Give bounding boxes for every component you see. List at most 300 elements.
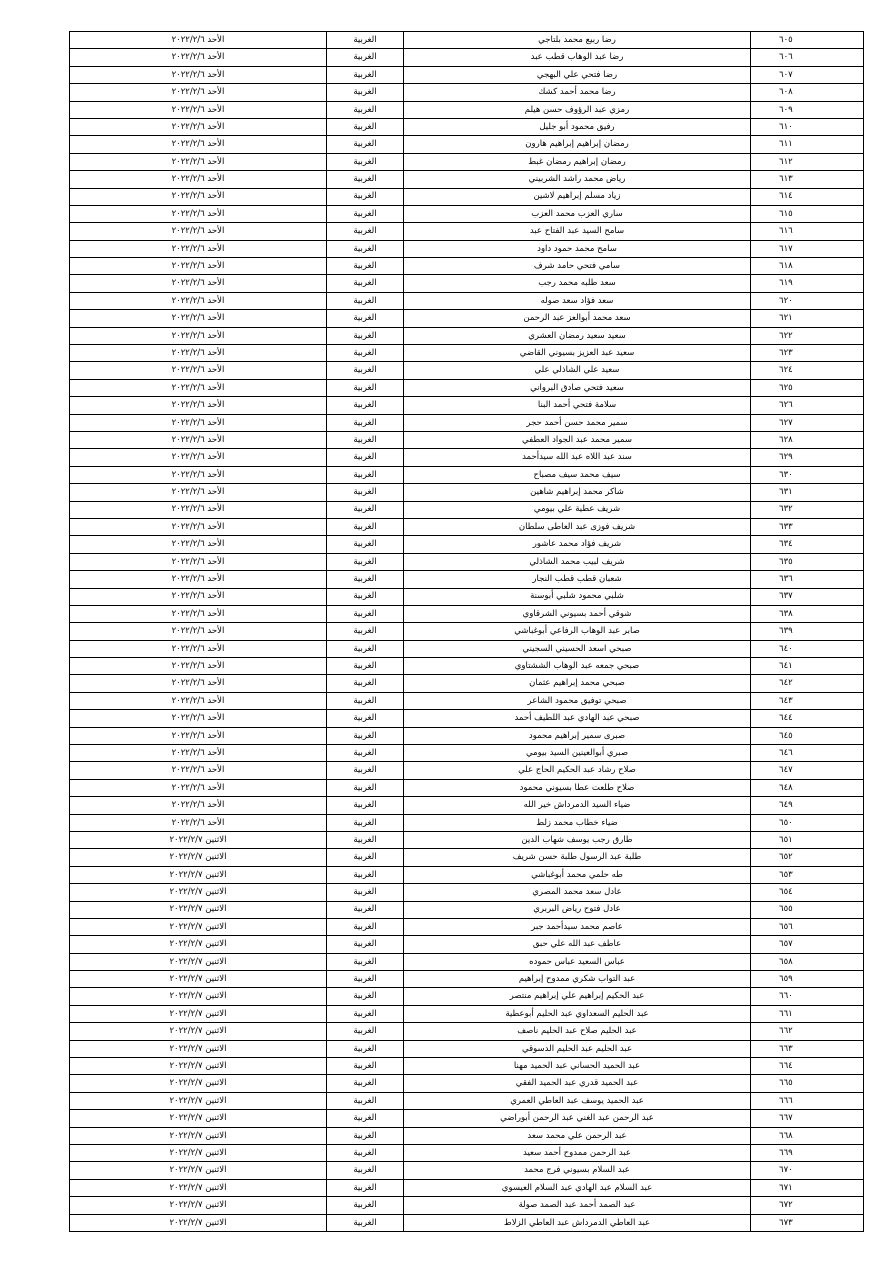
date-cell: الاثنين ٢٠٢٢/٢/٧ bbox=[70, 1075, 327, 1092]
governorate-cell: الغربية bbox=[327, 1023, 404, 1040]
serial-number-cell: ٦٤٤ bbox=[751, 710, 864, 727]
governorate-cell: الغربية bbox=[327, 292, 404, 309]
governorate-cell: الغربية bbox=[327, 379, 404, 396]
table-row bbox=[70, 762, 864, 779]
name-cell: شريف فوزى عبد العاطى سلطان bbox=[404, 518, 751, 535]
governorate-cell: الغربية bbox=[327, 918, 404, 935]
table-row bbox=[70, 536, 864, 553]
table-row bbox=[70, 1110, 864, 1127]
serial-number-cell: ٦٤٠ bbox=[751, 640, 864, 657]
governorate-cell: الغربية bbox=[327, 1110, 404, 1127]
date-cell: الاثنين ٢٠٢٢/٢/٧ bbox=[70, 1005, 327, 1022]
governorate-cell: الغربية bbox=[327, 101, 404, 118]
table-row bbox=[70, 588, 864, 605]
name-cell: سعد طلبه محمد رجب bbox=[404, 275, 751, 292]
governorate-cell: الغربية bbox=[327, 32, 404, 49]
governorate-cell: الغربية bbox=[327, 66, 404, 83]
table-row bbox=[70, 518, 864, 535]
name-cell: عباس السعيد عباس حموده bbox=[404, 953, 751, 970]
governorate-cell: الغربية bbox=[327, 553, 404, 570]
date-cell: الأحد ٢٠٢٢/٢/٦ bbox=[70, 292, 327, 309]
serial-number-cell: ٦١٤ bbox=[751, 188, 864, 205]
table-row bbox=[70, 240, 864, 257]
date-cell: الأحد ٢٠٢٢/٢/٦ bbox=[70, 310, 327, 327]
serial-number-cell: ٦٤١ bbox=[751, 658, 864, 675]
name-cell: سعيد عبد العزيز بسيوني القاضي bbox=[404, 345, 751, 362]
serial-number-cell: ٦٧٢ bbox=[751, 1197, 864, 1214]
name-cell: عبد العاطي الدمرداش عبد العاطي الزلاط bbox=[404, 1214, 751, 1231]
date-cell: الأحد ٢٠٢٢/٢/٦ bbox=[70, 779, 327, 796]
date-cell: الأحد ٢٠٢٢/٢/٦ bbox=[70, 814, 327, 831]
name-cell: رفيق محمود أبو جليل bbox=[404, 118, 751, 135]
table-row bbox=[70, 1092, 864, 1109]
table-row bbox=[70, 866, 864, 883]
name-cell: صبحي اسعد الحسيني السجيني bbox=[404, 640, 751, 657]
table-row bbox=[70, 362, 864, 379]
table-row bbox=[70, 414, 864, 431]
serial-number-cell: ٦٧١ bbox=[751, 1179, 864, 1196]
name-cell: سند عبد اللاه عبد الله سيدأحمد bbox=[404, 449, 751, 466]
name-cell: صبحي محمد إبراهيم عثمان bbox=[404, 675, 751, 692]
date-cell: الاثنين ٢٠٢٢/٢/٧ bbox=[70, 1145, 327, 1162]
governorate-cell: الغربية bbox=[327, 414, 404, 431]
serial-number-cell: ٦٢٧ bbox=[751, 414, 864, 431]
date-cell: الأحد ٢٠٢٢/٢/٦ bbox=[70, 501, 327, 518]
date-cell: الاثنين ٢٠٢٢/٢/٧ bbox=[70, 918, 327, 935]
serial-number-cell: ٦٢٣ bbox=[751, 345, 864, 362]
date-cell: الأحد ٢٠٢٢/٢/٦ bbox=[70, 362, 327, 379]
date-cell: الأحد ٢٠٢٢/٢/٦ bbox=[70, 153, 327, 170]
name-cell: سامح السيد عبد الفتاح عبد bbox=[404, 223, 751, 240]
date-cell: الأحد ٢٠٢٢/٢/٦ bbox=[70, 171, 327, 188]
name-cell: ضياء السيد الدمرداش خير الله bbox=[404, 797, 751, 814]
name-cell: عبد الحليم السعداوي عبد الحليم أبوعطية bbox=[404, 1005, 751, 1022]
serial-number-cell: ٦١٧ bbox=[751, 240, 864, 257]
serial-number-cell: ٦٦١ bbox=[751, 1005, 864, 1022]
name-cell: عبد الحميد قدري عبد الحميد الفقي bbox=[404, 1075, 751, 1092]
governorate-cell: الغربية bbox=[327, 1075, 404, 1092]
date-cell: الأحد ٢٠٢٢/٢/٦ bbox=[70, 571, 327, 588]
table-row bbox=[70, 918, 864, 935]
governorate-cell: الغربية bbox=[327, 362, 404, 379]
governorate-cell: الغربية bbox=[327, 258, 404, 275]
governorate-cell: الغربية bbox=[327, 571, 404, 588]
date-cell: الأحد ٢٠٢٢/٢/٦ bbox=[70, 101, 327, 118]
governorate-cell: الغربية bbox=[327, 466, 404, 483]
name-cell: ضياء خطاب محمد زلط bbox=[404, 814, 751, 831]
table-row bbox=[70, 849, 864, 866]
table-row bbox=[70, 101, 864, 118]
serial-number-cell: ٦٦٢ bbox=[751, 1023, 864, 1040]
name-cell: رضا ربيع محمد بلتاجي bbox=[404, 32, 751, 49]
governorate-cell: الغربية bbox=[327, 1040, 404, 1057]
governorate-cell: الغربية bbox=[327, 588, 404, 605]
governorate-cell: الغربية bbox=[327, 605, 404, 622]
date-cell: الأحد ٢٠٢٢/٢/٦ bbox=[70, 449, 327, 466]
governorate-cell: الغربية bbox=[327, 1005, 404, 1022]
date-cell: الاثنين ٢٠٢٢/٢/٧ bbox=[70, 1110, 327, 1127]
name-cell: عبد الحميد يوسف عبد العاطي العمري bbox=[404, 1092, 751, 1109]
serial-number-cell: ٦٣٢ bbox=[751, 501, 864, 518]
name-cell: صبحي جمعه عبد الوهاب الششتاوي bbox=[404, 658, 751, 675]
name-cell: عبد الصمد أحمد عبد الصمد صولة bbox=[404, 1197, 751, 1214]
serial-number-cell: ٦٢٥ bbox=[751, 379, 864, 396]
governorate-cell: الغربية bbox=[327, 866, 404, 883]
table-row bbox=[70, 32, 864, 49]
name-cell: سعد محمد أبوالعز عبد الرحمن bbox=[404, 310, 751, 327]
table-row bbox=[70, 484, 864, 501]
table-row bbox=[70, 466, 864, 483]
governorate-cell: الغربية bbox=[327, 240, 404, 257]
name-cell: سامح محمد حمود داود bbox=[404, 240, 751, 257]
serial-number-cell: ٦٢٨ bbox=[751, 431, 864, 448]
name-cell: صبري أبوالعينين السيد بيومي bbox=[404, 745, 751, 762]
serial-number-cell: ٦٣٦ bbox=[751, 571, 864, 588]
date-cell: الأحد ٢٠٢٢/٢/٦ bbox=[70, 640, 327, 657]
table-row bbox=[70, 188, 864, 205]
name-cell: رمضان إبراهيم إبراهيم هارون bbox=[404, 136, 751, 153]
date-cell: الاثنين ٢٠٢٢/٢/٧ bbox=[70, 1092, 327, 1109]
table-row bbox=[70, 449, 864, 466]
governorate-cell: الغربية bbox=[327, 1197, 404, 1214]
table-row bbox=[70, 136, 864, 153]
table-row bbox=[70, 745, 864, 762]
date-cell: الاثنين ٢٠٢٢/٢/٧ bbox=[70, 831, 327, 848]
date-cell: الاثنين ٢٠٢٢/٢/٧ bbox=[70, 1214, 327, 1231]
date-cell: الأحد ٢٠٢٢/٢/٦ bbox=[70, 275, 327, 292]
name-cell: سلامة فتحي أحمد البنا bbox=[404, 397, 751, 414]
serial-number-cell: ٦٠٧ bbox=[751, 66, 864, 83]
governorate-cell: الغربية bbox=[327, 327, 404, 344]
governorate-cell: الغربية bbox=[327, 953, 404, 970]
date-cell: الأحد ٢٠٢٢/٢/٦ bbox=[70, 240, 327, 257]
serial-number-cell: ٦١٣ bbox=[751, 171, 864, 188]
serial-number-cell: ٦٤٨ bbox=[751, 779, 864, 796]
date-cell: الاثنين ٢٠٢٢/٢/٧ bbox=[70, 1162, 327, 1179]
serial-number-cell: ٦٢٦ bbox=[751, 397, 864, 414]
governorate-cell: الغربية bbox=[327, 988, 404, 1005]
serial-number-cell: ٦٢٤ bbox=[751, 362, 864, 379]
name-cell: طلبة عبد الرسول طلبة حسن شريف bbox=[404, 849, 751, 866]
name-cell: زياد مسلم إبراهيم لاشين bbox=[404, 188, 751, 205]
governorate-cell: الغربية bbox=[327, 936, 404, 953]
governorate-cell: الغربية bbox=[327, 710, 404, 727]
serial-number-cell: ٦٥٥ bbox=[751, 901, 864, 918]
date-cell: الاثنين ٢٠٢٢/٢/٧ bbox=[70, 988, 327, 1005]
governorate-cell: الغربية bbox=[327, 675, 404, 692]
name-cell: عبد الرحمن علي محمد سعد bbox=[404, 1127, 751, 1144]
name-cell: رمضان إبراهيم رمضان غبط bbox=[404, 153, 751, 170]
name-cell: شريف عطية علي بيومي bbox=[404, 501, 751, 518]
serial-number-cell: ٦٦٨ bbox=[751, 1127, 864, 1144]
table-row bbox=[70, 66, 864, 83]
serial-number-cell: ٦٤٦ bbox=[751, 745, 864, 762]
serial-number-cell: ٦٤٩ bbox=[751, 797, 864, 814]
serial-number-cell: ٦٧٠ bbox=[751, 1162, 864, 1179]
governorate-cell: الغربية bbox=[327, 901, 404, 918]
date-cell: الأحد ٢٠٢٢/٢/٦ bbox=[70, 692, 327, 709]
serial-number-cell: ٦٣١ bbox=[751, 484, 864, 501]
serial-number-cell: ٦١٢ bbox=[751, 153, 864, 170]
name-cell: عادل فتوح رياض البربري bbox=[404, 901, 751, 918]
governorate-cell: الغربية bbox=[327, 779, 404, 796]
date-cell: الأحد ٢٠٢٢/٢/٦ bbox=[70, 466, 327, 483]
table-row bbox=[70, 1145, 864, 1162]
table-row bbox=[70, 988, 864, 1005]
serial-number-cell: ٦٦٣ bbox=[751, 1040, 864, 1057]
date-cell: الأحد ٢٠٢٢/٢/٦ bbox=[70, 658, 327, 675]
governorate-cell: الغربية bbox=[327, 814, 404, 831]
serial-number-cell: ٦٣٥ bbox=[751, 553, 864, 570]
table-row bbox=[70, 779, 864, 796]
table-row bbox=[70, 118, 864, 135]
governorate-cell: الغربية bbox=[327, 640, 404, 657]
name-cell: شريف لبيب محمد الشاذلي bbox=[404, 553, 751, 570]
governorate-cell: الغربية bbox=[327, 518, 404, 535]
name-cell: رمزي عبد الرؤوف حسن هيلم bbox=[404, 101, 751, 118]
name-cell: سعيد فتحي صادق البرواني bbox=[404, 379, 751, 396]
governorate-cell: الغربية bbox=[327, 727, 404, 744]
governorate-cell: الغربية bbox=[327, 762, 404, 779]
serial-number-cell: ٦١٨ bbox=[751, 258, 864, 275]
name-cell: سعيد علي الشاذلي علي bbox=[404, 362, 751, 379]
date-cell: الأحد ٢٠٢٢/٢/٦ bbox=[70, 118, 327, 135]
date-cell: الأحد ٢٠٢٢/٢/٦ bbox=[70, 484, 327, 501]
governorate-cell: الغربية bbox=[327, 397, 404, 414]
serial-number-cell: ٦٤٣ bbox=[751, 692, 864, 709]
governorate-cell: الغربية bbox=[327, 205, 404, 222]
serial-number-cell: ٦٥١ bbox=[751, 831, 864, 848]
name-cell: سيف محمد سيف مصباح bbox=[404, 466, 751, 483]
date-cell: الأحد ٢٠٢٢/٢/٦ bbox=[70, 327, 327, 344]
governorate-cell: الغربية bbox=[327, 49, 404, 66]
table-row bbox=[70, 640, 864, 657]
date-cell: الاثنين ٢٠٢٢/٢/٧ bbox=[70, 1040, 327, 1057]
governorate-cell: الغربية bbox=[327, 1127, 404, 1144]
governorate-cell: الغربية bbox=[327, 84, 404, 101]
table-row bbox=[70, 379, 864, 396]
serial-number-cell: ٦١٦ bbox=[751, 223, 864, 240]
date-cell: الاثنين ٢٠٢٢/٢/٧ bbox=[70, 1058, 327, 1075]
serial-number-cell: ٦٦٦ bbox=[751, 1092, 864, 1109]
roster-table bbox=[69, 31, 864, 1232]
date-cell: الأحد ٢٠٢٢/٢/٦ bbox=[70, 66, 327, 83]
table-row bbox=[70, 1179, 864, 1196]
table-row bbox=[70, 1127, 864, 1144]
serial-number-cell: ٦٠٦ bbox=[751, 49, 864, 66]
name-cell: سمير محمد حسن أحمد حجر bbox=[404, 414, 751, 431]
table-row bbox=[70, 797, 864, 814]
serial-number-cell: ٦٥٠ bbox=[751, 814, 864, 831]
table-row bbox=[70, 971, 864, 988]
table-row bbox=[70, 814, 864, 831]
name-cell: صبحي توفيق محمود الشاعر bbox=[404, 692, 751, 709]
date-cell: الأحد ٢٠٢٢/٢/٦ bbox=[70, 762, 327, 779]
table-row bbox=[70, 831, 864, 848]
serial-number-cell: ٦٥٤ bbox=[751, 884, 864, 901]
name-cell: صلاح رشاد عبد الحكيم الحاج علي bbox=[404, 762, 751, 779]
serial-number-cell: ٦٥٢ bbox=[751, 849, 864, 866]
name-cell: سعيد سعيد رمضان العشري bbox=[404, 327, 751, 344]
table-row bbox=[70, 275, 864, 292]
date-cell: الأحد ٢٠٢٢/٢/٦ bbox=[70, 797, 327, 814]
serial-number-cell: ٦٣٣ bbox=[751, 518, 864, 535]
governorate-cell: الغربية bbox=[327, 431, 404, 448]
name-cell: عبد السلام عبد الهادي عبد السلام العيسوي bbox=[404, 1179, 751, 1196]
serial-number-cell: ٦٦٩ bbox=[751, 1145, 864, 1162]
table-row bbox=[70, 884, 864, 901]
governorate-cell: الغربية bbox=[327, 884, 404, 901]
governorate-cell: الغربية bbox=[327, 1162, 404, 1179]
table-row bbox=[70, 292, 864, 309]
date-cell: الأحد ٢٠٢٢/٢/٦ bbox=[70, 518, 327, 535]
serial-number-cell: ٦٣٤ bbox=[751, 536, 864, 553]
table-row bbox=[70, 901, 864, 918]
serial-number-cell: ٦٥٧ bbox=[751, 936, 864, 953]
governorate-cell: الغربية bbox=[327, 188, 404, 205]
date-cell: الاثنين ٢٠٢٢/٢/٧ bbox=[70, 1179, 327, 1196]
governorate-cell: الغربية bbox=[327, 831, 404, 848]
governorate-cell: الغربية bbox=[327, 310, 404, 327]
date-cell: الاثنين ٢٠٢٢/٢/٧ bbox=[70, 866, 327, 883]
serial-number-cell: ٦٤٥ bbox=[751, 727, 864, 744]
name-cell: سامي فتحي حامد شرف bbox=[404, 258, 751, 275]
governorate-cell: الغربية bbox=[327, 658, 404, 675]
date-cell: الأحد ٢٠٢٢/٢/٦ bbox=[70, 223, 327, 240]
table-row bbox=[70, 571, 864, 588]
governorate-cell: الغربية bbox=[327, 223, 404, 240]
date-cell: الأحد ٢٠٢٢/٢/٦ bbox=[70, 379, 327, 396]
name-cell: عادل سعد محمد المصري bbox=[404, 884, 751, 901]
table-row bbox=[70, 553, 864, 570]
governorate-cell: الغربية bbox=[327, 536, 404, 553]
name-cell: عبد التواب شكري ممدوح إبراهيم bbox=[404, 971, 751, 988]
name-cell: عبد الحميد الحساني عبد الحميد مهنا bbox=[404, 1058, 751, 1075]
date-cell: الاثنين ٢٠٢٢/٢/٧ bbox=[70, 901, 327, 918]
name-cell: سمير محمد عبد الجواد العطفي bbox=[404, 431, 751, 448]
governorate-cell: الغربية bbox=[327, 136, 404, 153]
name-cell: عاصم محمد سيدأحمد جبر bbox=[404, 918, 751, 935]
serial-number-cell: ٦٢٠ bbox=[751, 292, 864, 309]
serial-number-cell: ٦١٥ bbox=[751, 205, 864, 222]
governorate-cell: الغربية bbox=[327, 501, 404, 518]
serial-number-cell: ٦١١ bbox=[751, 136, 864, 153]
serial-number-cell: ٦٣٩ bbox=[751, 623, 864, 640]
governorate-cell: الغربية bbox=[327, 1058, 404, 1075]
governorate-cell: الغربية bbox=[327, 153, 404, 170]
table-row bbox=[70, 1214, 864, 1231]
table-row bbox=[70, 1005, 864, 1022]
date-cell: الأحد ٢٠٢٢/٢/٦ bbox=[70, 84, 327, 101]
name-cell: عبد الحكيم إبراهيم علي إبراهيم منتصر bbox=[404, 988, 751, 1005]
name-cell: شلبي محمود شلبي أبوسنة bbox=[404, 588, 751, 605]
name-cell: صبرى سمير إبراهيم محمود bbox=[404, 727, 751, 744]
table-row bbox=[70, 692, 864, 709]
serial-number-cell: ٦١٩ bbox=[751, 275, 864, 292]
governorate-cell: الغربية bbox=[327, 484, 404, 501]
table-row bbox=[70, 49, 864, 66]
table-row bbox=[70, 727, 864, 744]
governorate-cell: الغربية bbox=[327, 849, 404, 866]
serial-number-cell: ٦١٠ bbox=[751, 118, 864, 135]
serial-number-cell: ٦٦٥ bbox=[751, 1075, 864, 1092]
date-cell: الاثنين ٢٠٢٢/٢/٧ bbox=[70, 971, 327, 988]
table-row bbox=[70, 1023, 864, 1040]
name-cell: رضا محمد أحمد كشك bbox=[404, 84, 751, 101]
name-cell: رضا فتحي علي البهجي bbox=[404, 66, 751, 83]
roster-body bbox=[70, 32, 864, 1232]
date-cell: الاثنين ٢٠٢٢/٢/٧ bbox=[70, 953, 327, 970]
governorate-cell: الغربية bbox=[327, 345, 404, 362]
date-cell: الأحد ٢٠٢٢/٢/٦ bbox=[70, 745, 327, 762]
date-cell: الأحد ٢٠٢٢/٢/٦ bbox=[70, 397, 327, 414]
serial-number-cell: ٦٥٩ bbox=[751, 971, 864, 988]
date-cell: الأحد ٢٠٢٢/٢/٦ bbox=[70, 32, 327, 49]
date-cell: الاثنين ٢٠٢٢/٢/٧ bbox=[70, 884, 327, 901]
name-cell: طه حلمي محمد أبوغباشي bbox=[404, 866, 751, 883]
serial-number-cell: ٦٥٦ bbox=[751, 918, 864, 935]
table-row bbox=[70, 310, 864, 327]
governorate-cell: الغربية bbox=[327, 449, 404, 466]
name-cell: رياض محمد راشد الشربيني bbox=[404, 171, 751, 188]
date-cell: الأحد ٢٠٢٢/٢/٦ bbox=[70, 188, 327, 205]
table-row bbox=[70, 936, 864, 953]
date-cell: الأحد ٢٠٢٢/٢/٦ bbox=[70, 49, 327, 66]
governorate-cell: الغربية bbox=[327, 971, 404, 988]
name-cell: شعبان قطب قطب النجار bbox=[404, 571, 751, 588]
serial-number-cell: ٦٣٧ bbox=[751, 588, 864, 605]
date-cell: الاثنين ٢٠٢٢/٢/٧ bbox=[70, 849, 327, 866]
name-cell: عبد الحليم عبد الحليم الدسوقي bbox=[404, 1040, 751, 1057]
name-cell: عبد الرحمن ممدوح أحمد سعيد bbox=[404, 1145, 751, 1162]
date-cell: الأحد ٢٠٢٢/٢/٦ bbox=[70, 588, 327, 605]
serial-number-cell: ٦٣٠ bbox=[751, 466, 864, 483]
table-row bbox=[70, 205, 864, 222]
governorate-cell: الغربية bbox=[327, 118, 404, 135]
governorate-cell: الغربية bbox=[327, 171, 404, 188]
serial-number-cell: ٦٥٨ bbox=[751, 953, 864, 970]
date-cell: الأحد ٢٠٢٢/٢/٦ bbox=[70, 675, 327, 692]
name-cell: شاكر محمد إبراهيم شاهين bbox=[404, 484, 751, 501]
serial-number-cell: ٦٤٢ bbox=[751, 675, 864, 692]
serial-number-cell: ٦٦٠ bbox=[751, 988, 864, 1005]
serial-number-cell: ٦٤٧ bbox=[751, 762, 864, 779]
table-row bbox=[70, 501, 864, 518]
name-cell: شوقي أحمد بسيوني الشرقاوي bbox=[404, 605, 751, 622]
serial-number-cell: ٦٢٩ bbox=[751, 449, 864, 466]
table-row bbox=[70, 258, 864, 275]
governorate-cell: الغربية bbox=[327, 797, 404, 814]
date-cell: الاثنين ٢٠٢٢/٢/٧ bbox=[70, 1023, 327, 1040]
date-cell: الأحد ٢٠٢٢/٢/٦ bbox=[70, 431, 327, 448]
date-cell: الاثنين ٢٠٢٢/٢/٧ bbox=[70, 1197, 327, 1214]
name-cell: رضا عبد الوهاب قطب عبد bbox=[404, 49, 751, 66]
date-cell: الأحد ٢٠٢٢/٢/٦ bbox=[70, 553, 327, 570]
table-row bbox=[70, 223, 864, 240]
table-row bbox=[70, 345, 864, 362]
governorate-cell: الغربية bbox=[327, 745, 404, 762]
table-row bbox=[70, 153, 864, 170]
date-cell: الأحد ٢٠٢٢/٢/٦ bbox=[70, 623, 327, 640]
table-row bbox=[70, 1162, 864, 1179]
name-cell: صبحي عبد الهادي عبد اللطيف أحمد bbox=[404, 710, 751, 727]
table-row bbox=[70, 675, 864, 692]
date-cell: الأحد ٢٠٢٢/٢/٦ bbox=[70, 710, 327, 727]
name-cell: صلاح طلعت عطا بسيوني محمود bbox=[404, 779, 751, 796]
table-row bbox=[70, 1058, 864, 1075]
table-row bbox=[70, 623, 864, 640]
name-cell: سعد فؤاد سعد صوله bbox=[404, 292, 751, 309]
